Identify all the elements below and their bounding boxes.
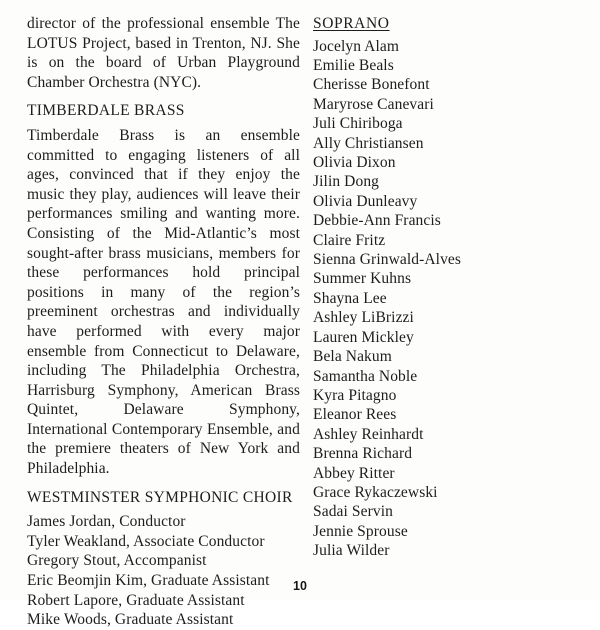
soprano-name: Lauren Mickley [313,328,414,346]
soprano-name: Cherisse Bonefont [313,76,430,94]
soprano-name-list [313,37,565,561]
soprano-name: Jilin Dong [313,173,380,191]
soprano-name: Claire Fritz [313,231,386,249]
choir-staff-line: James Jordan, Conductor [27,513,186,531]
choir-staff-line: Mike Woods, Graduate Assistant [27,611,234,629]
westminster-choir-heading: WESTMINSTER SYMPHONIC CHOIR [27,488,293,506]
soprano-name: Shayna Lee [313,289,387,307]
soprano-name: Grace Rykaczewski [313,483,438,501]
soprano-name: Ally Christiansen [313,134,424,152]
soprano-name: Kyra Pitagno [313,386,397,404]
right-column [313,14,565,630]
soprano-name: Julia Wilder [313,542,390,560]
two-column-layout [27,14,578,630]
choir-staff-list [27,512,300,630]
soprano-name: Ashley Reinhardt [313,425,424,443]
choir-staff-line: Eric Beomjin Kim, Graduate Assistant [27,572,270,590]
soprano-name: Bela Nakum [313,348,392,366]
soprano-name: Jocelyn Alam [313,37,400,55]
left-column [27,14,300,630]
soprano-name: Maryrose Canevari [313,95,434,113]
soprano-name: Sienna Grinwald-Alves [313,251,462,269]
soprano-name: Eleanor Rees [313,406,397,424]
soprano-name: Juli Chiriboga [313,115,403,133]
soprano-name: Olivia Dunleavy [313,192,418,210]
soprano-name: Summer Kuhns [313,270,412,288]
choir-staff-line: Gregory Stout, Accompanist [27,552,207,570]
soprano-name: Brenna Richard [313,445,413,463]
soprano-name: Samantha Noble [313,367,418,385]
soprano-name: Olivia Dixon [313,154,396,172]
soprano-name: Emilie Beals [313,57,394,74]
page-number: 10 [293,579,307,593]
soprano-name: Ashley LiBrizzi [313,309,414,327]
soprano-name: Abbey Ritter [313,464,395,482]
director-bio-paragraph: director of the professional ensemble The LOTUS Project, based in Trenton, NJ. She is on the board of Urban Playground Chamber Orchestra (NYC). [27,15,300,91]
timberdale-brass-heading: TIMBERDALE BRASS [27,102,185,120]
choir-staff-line: Tyler Weakland, Associate Conductor [27,532,265,550]
soprano-section-heading: SOPRANO [313,15,390,32]
soprano-name: Sadai Servin [313,503,393,521]
soprano-name: Debbie-Ann Francis [313,212,441,230]
soprano-name: Jennie Sprouse [313,522,408,540]
choir-staff-line: Robert Lapore, Graduate Assistant [27,591,245,609]
timberdale-brass-paragraph: Timberdale Brass is an ensemble committed to engaging listeners of all ages, convinced that if they enjoy the music they play, audiences will leave their performances smiling and wanting more. Consisting of the Mid-Atlantic’s most sought-after brass musicians, members for these performances hold principal positions in many of the region’s preeminent orchestras and individually have performed with every major ensemble from Connecticut to Delaware, including The Philadelphia Orchestra, Harrisburg Symphony, American Brass Quintet, Delaware Symphony, International Contemporary Ensemble, and the premiere theaters of New York and Philadelphia. [27,126,300,478]
